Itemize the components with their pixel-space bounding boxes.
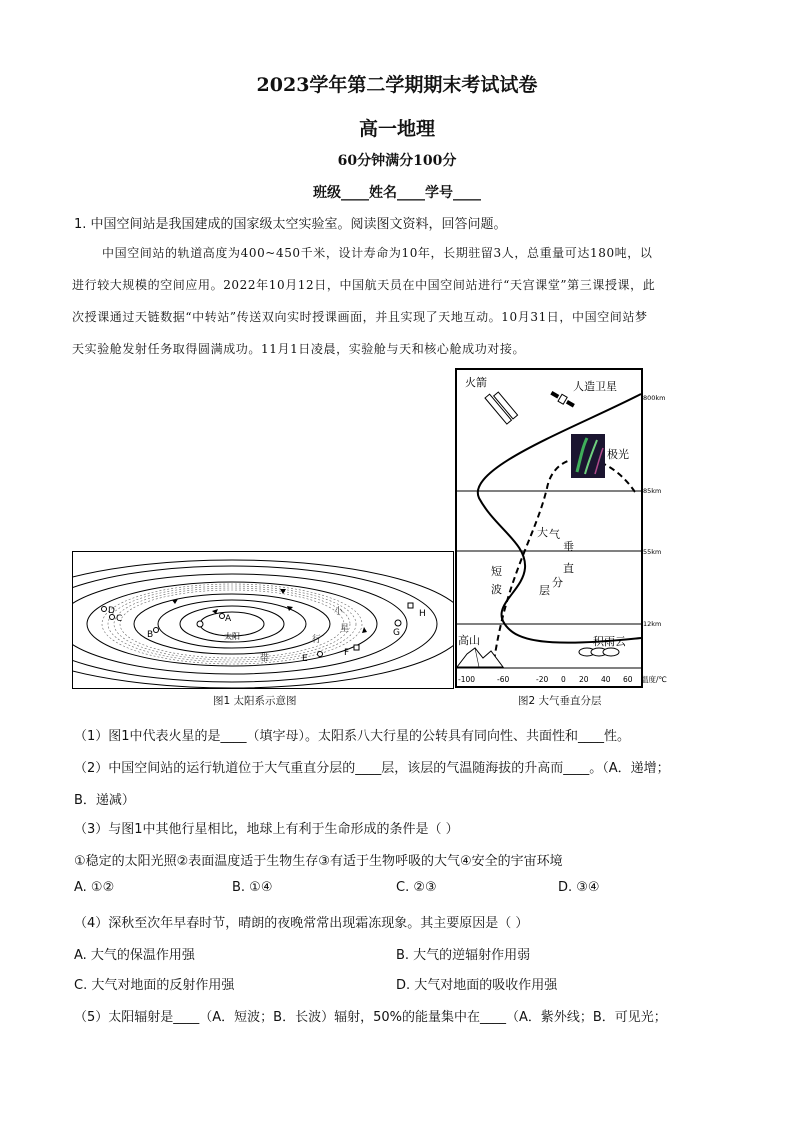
belt-label-1: 小 bbox=[334, 607, 344, 617]
question-1-2-line-2: B．递减） bbox=[74, 793, 135, 808]
temp-unit: 温度/℃ bbox=[641, 675, 667, 684]
temp-tick-7: 60 bbox=[623, 675, 633, 684]
passage-line-3: 次授课通过天链数据“中转站”传送双向实时授课画面，并且实现了天地互动。10月31日，中国空间站梦 bbox=[72, 310, 648, 324]
curve-label-3: 垂 bbox=[563, 540, 574, 553]
temp-tick-5: 20 bbox=[579, 675, 589, 684]
satellite-label: 人造卫星 bbox=[573, 380, 617, 393]
passage-line-2: 进行较大规模的空间应用。2022年10月12日，中国航天员在中国空间站进行“天宫课堂”第三课授课，此 bbox=[72, 278, 656, 292]
belt-label-2: 行 bbox=[312, 635, 322, 645]
planet-label-d: D bbox=[108, 606, 115, 616]
curve-label-4: 直 bbox=[563, 562, 574, 575]
choice-1-3-b: B. ①④ bbox=[232, 880, 273, 895]
choice-1-3-a: A. ①② bbox=[74, 880, 115, 895]
temp-tick-1: -100 bbox=[458, 675, 476, 684]
planet-label-b: B bbox=[147, 630, 154, 640]
shortwave-label-2: 波 bbox=[491, 583, 502, 596]
question-1-5: （5）太阳辐射是____（A．短波；B．长波）辐射，50%的能量集中在____（A．紫外线；B．可见光； bbox=[74, 1010, 667, 1025]
temp-tick-4: 0 bbox=[561, 675, 566, 684]
curve-label-2: 气 bbox=[549, 528, 560, 541]
cloud-icon bbox=[579, 648, 619, 656]
mountain-label: 高山 bbox=[458, 634, 480, 647]
altitude-label-800: 800km bbox=[643, 394, 666, 402]
curve-label-1: 大 bbox=[537, 526, 548, 539]
belt-label-4: 带 bbox=[260, 654, 270, 664]
planet-label-c: C bbox=[116, 614, 123, 624]
figure-1-solar-system bbox=[72, 551, 454, 689]
planet-label-a: A bbox=[225, 614, 232, 624]
subject-title: 高一地理 bbox=[358, 118, 435, 140]
sun-label: 太阳 bbox=[224, 632, 240, 641]
question-1-3: （3）与图1中其他行星相比，地球上有利于生命形成的条件是（ ） bbox=[74, 822, 459, 837]
figure-1-caption: 图1 太阳系示意图 bbox=[213, 695, 297, 707]
figure-2-caption: 图2 大气垂直分层 bbox=[518, 695, 602, 707]
choice-1-4-b: B. 大气的逆辐射作用弱 bbox=[396, 948, 531, 963]
temp-tick-6: 40 bbox=[601, 675, 611, 684]
choice-1-4-d: D. 大气对地面的吸收作用强 bbox=[396, 978, 558, 993]
figure-2-atmosphere bbox=[455, 368, 683, 690]
question-1-2-line-1: （2）中国空间站的运行轨道位于大气重直分层的____层，该层的气温随海拔的升高而____。（A．递增； bbox=[74, 761, 670, 776]
passage-line-1: 中国空间站的轨道高度为400~450千米，设计寿命为10年，长期驻留3人，总重量可达180吨，以 bbox=[102, 246, 653, 260]
temp-tick-2: -60 bbox=[497, 675, 510, 684]
rocket-label: 火箭 bbox=[465, 376, 487, 389]
planet-label-e: E bbox=[302, 654, 308, 664]
choice-1-3-c: C. ②③ bbox=[396, 880, 437, 895]
choice-1-4-c: C. 大气对地面的反射作用强 bbox=[74, 978, 235, 993]
question-1-4: （4）深秋至次年早春时节，晴朗的夜晚常常出现霜冻现象。其主要原因是（ ） bbox=[74, 916, 529, 931]
question-1-3-options: ①稳定的太阳光照②表面温度适于生物生存③有适于生物呼吸的大气④安全的宇宙环境 bbox=[74, 854, 563, 869]
belt-label-3: 星 bbox=[340, 624, 350, 634]
choice-1-4-a: A. 大气的保温作用强 bbox=[74, 948, 195, 963]
student-info: 班级____姓名____学号____ bbox=[313, 185, 481, 201]
exam-title: 2023学年第二学期期末考试试卷 bbox=[256, 74, 538, 96]
aurora-label: 极光 bbox=[607, 448, 629, 461]
planet-label-h: H bbox=[419, 609, 426, 619]
curve-label-5: 分 bbox=[552, 576, 563, 589]
altitude-label-55: 55km bbox=[643, 548, 662, 556]
altitude-label-12: 12km bbox=[643, 620, 662, 628]
passage-line-4: 天实验舱发射任务取得圆满成功。11月1日凌晨，实验舱与天和核心舱成功对接。 bbox=[72, 342, 526, 356]
altitude-label-85: 85km bbox=[643, 487, 662, 495]
shortwave-label-1: 短 bbox=[491, 565, 502, 578]
planet-label-f: F bbox=[344, 648, 350, 658]
aurora-icon bbox=[571, 434, 605, 478]
cloud-label: 积雨云 bbox=[593, 635, 626, 648]
choice-1-3-d: D. ③④ bbox=[558, 880, 600, 895]
question-1-stem: 1. 中国空间站是我国建成的国家级太空实验室。阅读图文资料，回答问题。 bbox=[74, 217, 507, 232]
question-1-1: （1）图1中代表火星的是____（填字母）。太阳系八大行星的公转具有同向性、共面性和____性。 bbox=[74, 729, 631, 744]
temp-tick-3: -20 bbox=[536, 675, 549, 684]
time-score: 60分钟满分100分 bbox=[337, 153, 457, 169]
curve-label-6: 层 bbox=[539, 584, 550, 597]
planet-label-g: G bbox=[393, 628, 400, 638]
